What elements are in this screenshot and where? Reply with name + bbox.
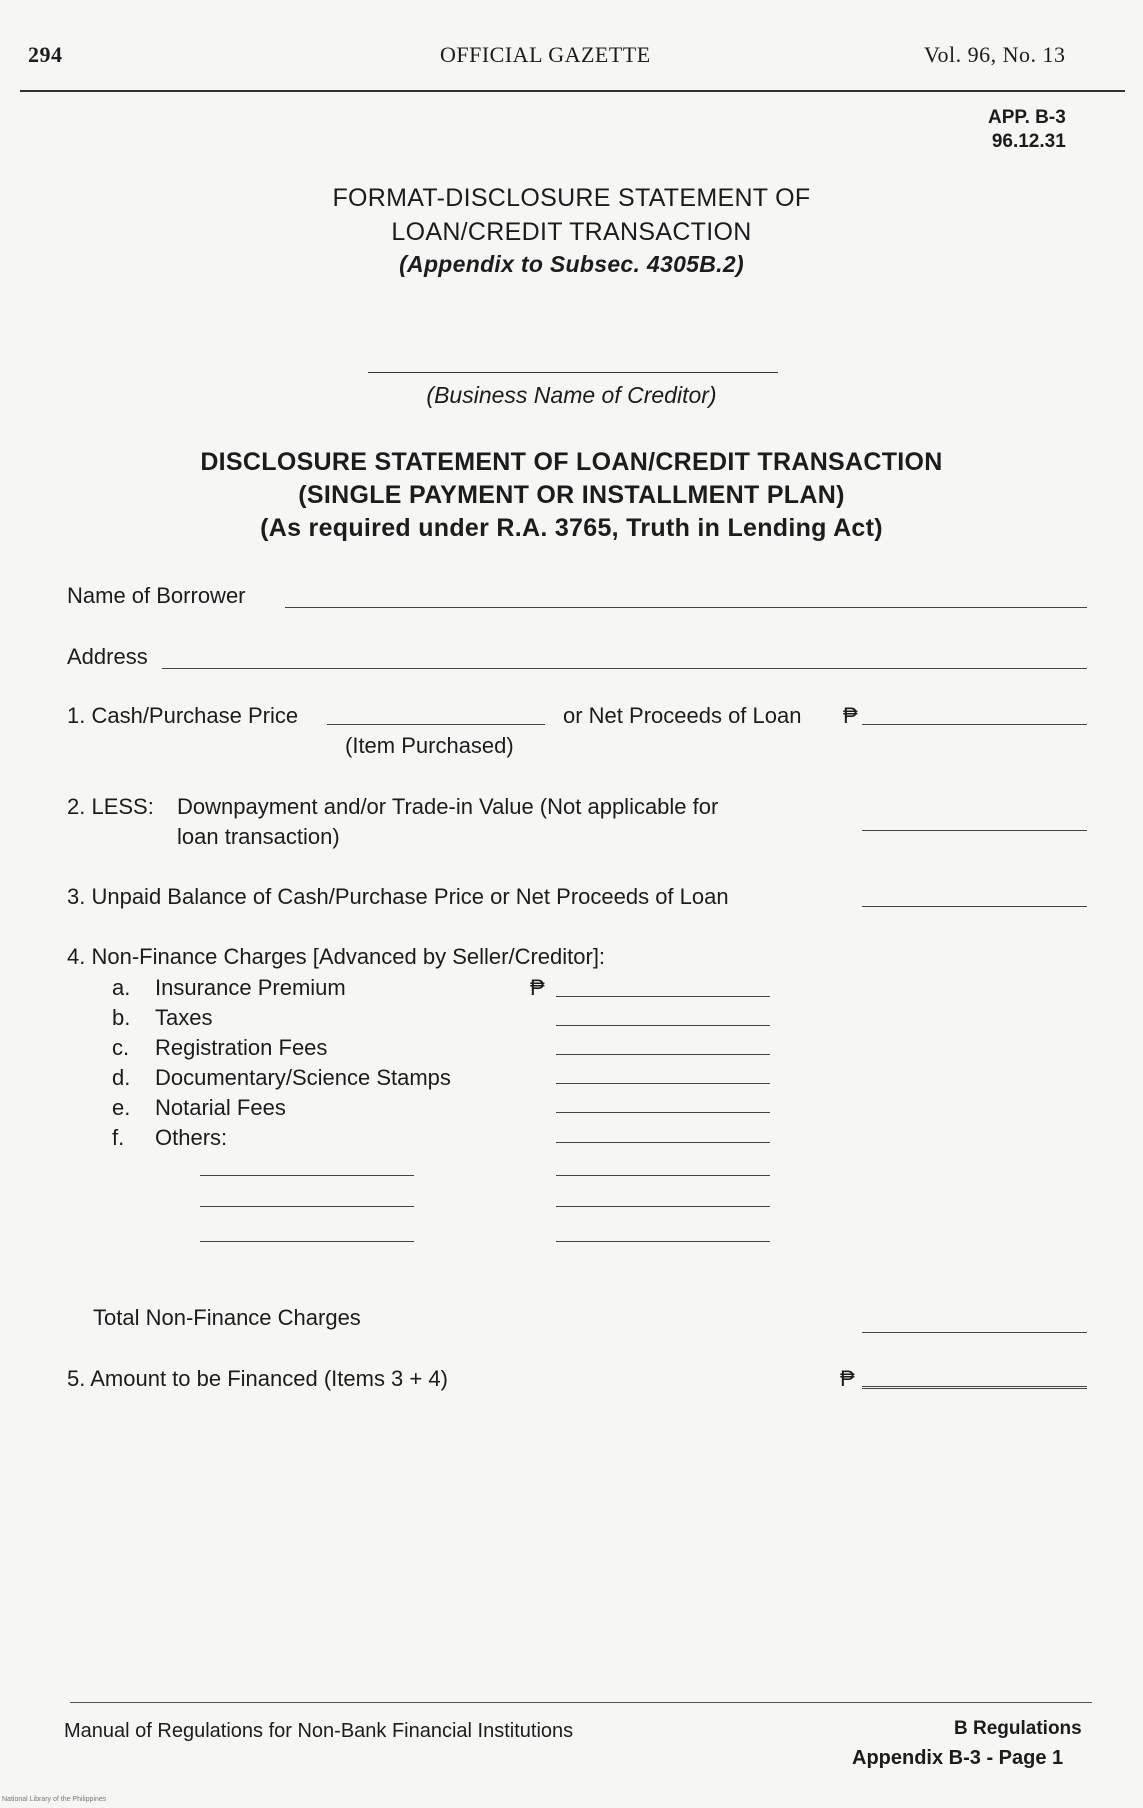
taxes-input[interactable] (556, 1025, 770, 1026)
item1-caption: (Item Purchased) (345, 733, 514, 758)
peso-sign: ₱ (840, 1366, 855, 1391)
other-charge-name-input[interactable] (200, 1241, 414, 1242)
item2-amount-input[interactable] (862, 830, 1087, 831)
taxes-label: Taxes (155, 1005, 213, 1030)
item2-label: 2. LESS: (67, 794, 154, 819)
creditor-name-blank[interactable] (368, 372, 778, 373)
sub-item-letter: b. (112, 1005, 131, 1030)
footer-page-reference: Appendix B-3 - Page 1 (852, 1747, 1064, 1769)
other-charge-name-input[interactable] (200, 1206, 414, 1207)
amount-financed-input[interactable] (862, 1386, 1087, 1389)
appendix-code: APP. B-3 (988, 107, 1066, 128)
documentary-stamps-label: Documentary/Science Stamps (155, 1065, 451, 1090)
registration-fees-label: Registration Fees (155, 1035, 328, 1060)
sub-item-letter: e. (112, 1095, 131, 1120)
other-charge-name-input[interactable] (200, 1175, 414, 1176)
peso-sign: ₱ (843, 703, 858, 728)
insurance-premium-input[interactable] (556, 996, 770, 997)
format-title-line-3: (Appendix to Subsec. 4305B.2) (399, 251, 744, 277)
insurance-premium-label: Insurance Premium (155, 975, 346, 1000)
header-rule (20, 90, 1125, 92)
footer-section: B Regulations (954, 1718, 1082, 1739)
registration-fees-input[interactable] (556, 1054, 770, 1055)
format-title-line-1: FORMAT-DISCLOSURE STATEMENT OF (332, 184, 811, 212)
total-non-finance-input[interactable] (862, 1332, 1087, 1333)
address-input[interactable] (162, 668, 1087, 669)
page-number: 294 (28, 42, 63, 67)
others-amount-input[interactable] (556, 1142, 770, 1143)
item2-description-line-2: loan transaction) (177, 824, 340, 849)
documentary-stamps-input[interactable] (556, 1083, 770, 1084)
statement-title-line-3: (As required under R.A. 3765, Truth in Lending Act) (260, 514, 883, 542)
address-label: Address (67, 644, 148, 669)
format-title-line-2: LOAN/CREDIT TRANSACTION (391, 218, 752, 246)
item5-label: 5. Amount to be Financed (Items 3 + 4) (67, 1366, 448, 1391)
notarial-fees-label: Notarial Fees (155, 1095, 286, 1120)
footer-manual-title: Manual of Regulations for Non-Bank Financial Institutions (64, 1720, 574, 1742)
sub-item-letter: c. (112, 1035, 130, 1060)
appendix-date: 96.12.31 (991, 131, 1066, 152)
sub-item-letter: f. (112, 1125, 125, 1150)
scan-mark: National Library of the Philippines (2, 1796, 107, 1803)
sub-item-letter: a. (112, 975, 131, 1000)
other-charge-amount-input[interactable] (556, 1206, 770, 1207)
item4-label: 4. Non-Finance Charges [Advanced by Seller/Creditor]: (67, 944, 606, 969)
statement-title-line-2: (SINGLE PAYMENT OR INSTALLMENT PLAN) (298, 481, 845, 509)
item1-amount-input[interactable] (862, 724, 1087, 725)
borrower-input[interactable] (285, 607, 1087, 608)
others-label: Others: (155, 1125, 228, 1150)
volume-number: Vol. 96, No. 13 (924, 42, 1066, 67)
borrower-label: Name of Borrower (67, 583, 246, 608)
item1-label: 1. Cash/Purchase Price (67, 703, 299, 728)
peso-sign: ₱ (530, 975, 545, 1000)
item3-label: 3. Unpaid Balance of Cash/Purchase Price or Net Proceeds of Loan (67, 884, 729, 909)
creditor-caption: (Business Name of Creditor) (426, 382, 717, 408)
sub-item-letter: d. (112, 1065, 131, 1090)
item2-description-line-1: Downpayment and/or Trade-in Value (Not applicable for (177, 794, 719, 819)
statement-title-line-1: DISCLOSURE STATEMENT OF LOAN/CREDIT TRANSACTION (200, 448, 943, 476)
notarial-fees-input[interactable] (556, 1112, 770, 1113)
appendix-reference (988, 106, 1066, 154)
other-charge-amount-input[interactable] (556, 1241, 770, 1242)
other-charge-amount-input[interactable] (556, 1175, 770, 1176)
item3-amount-input[interactable] (862, 906, 1087, 907)
total-non-finance-label: Total Non-Finance Charges (93, 1305, 361, 1330)
item-purchased-input[interactable] (327, 724, 545, 725)
footer-rule (70, 1702, 1092, 1703)
journal-title: OFFICIAL GAZETTE (440, 42, 651, 67)
item1-net-proceeds-label: or Net Proceeds of Loan (563, 703, 802, 728)
